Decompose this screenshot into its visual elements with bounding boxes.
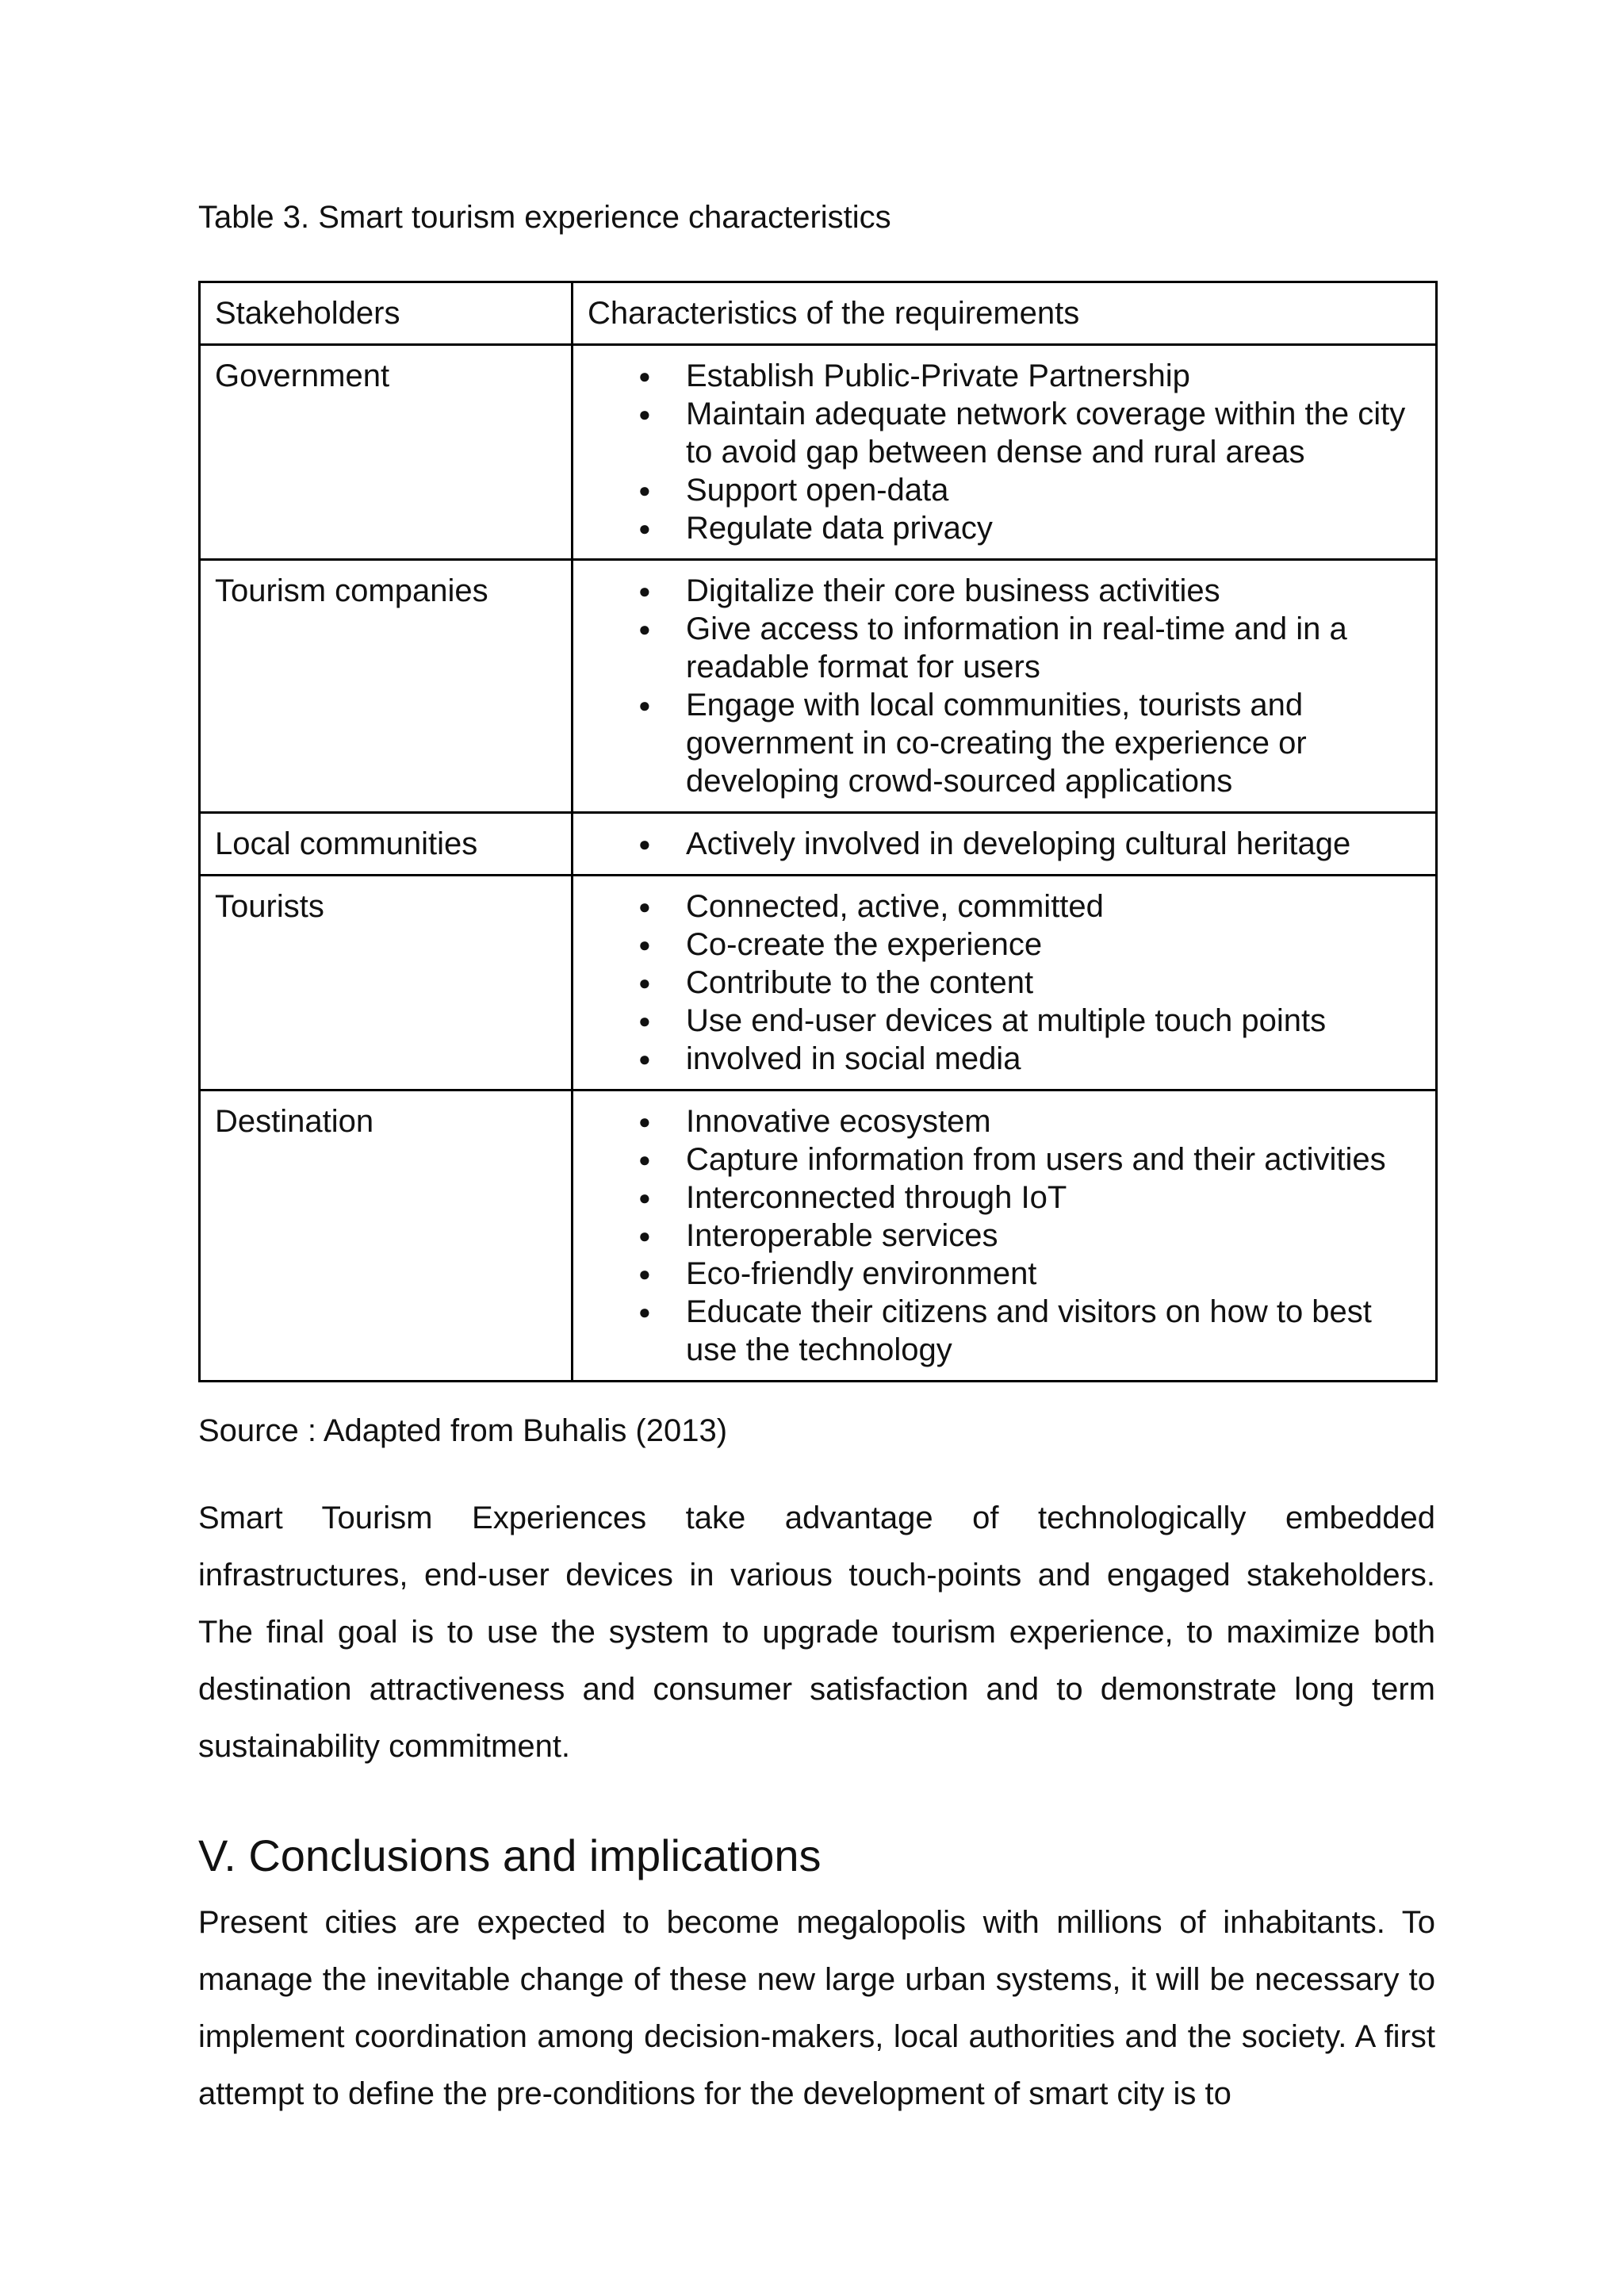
bullet-icon: ● bbox=[638, 1186, 651, 1209]
table-row bbox=[200, 1091, 1437, 1382]
requirements-cell bbox=[573, 1091, 1437, 1382]
bullet-icon: ● bbox=[638, 1224, 651, 1248]
list-item: ● involved in social media bbox=[638, 1041, 1021, 1076]
list-item: ● Contribute to the content bbox=[638, 965, 1034, 1000]
source-note: Source : Adapted from Buhalis (2013) bbox=[198, 1413, 728, 1448]
stakeholder-cell: Local communities bbox=[200, 813, 573, 876]
header-stakeholders: Stakeholders bbox=[200, 282, 573, 345]
list-item: ● Interoperable services bbox=[638, 1218, 998, 1253]
bullet-icon: ● bbox=[638, 1148, 651, 1171]
list-item: ● Maintain adequate network coverage within the city to avoid gap between dense and rural areas bbox=[638, 397, 1406, 470]
table-row bbox=[200, 560, 1437, 813]
table-header-row bbox=[200, 282, 1437, 345]
bullet-icon: ● bbox=[638, 402, 651, 426]
bullet-icon: ● bbox=[638, 516, 651, 540]
bullet-icon: ● bbox=[638, 364, 651, 388]
bullet-icon: ● bbox=[638, 895, 651, 918]
bullet-icon: ● bbox=[638, 832, 651, 856]
characteristics-table bbox=[198, 281, 1438, 1382]
list-item: ● Innovative ecosystem bbox=[638, 1104, 991, 1139]
requirements-list bbox=[573, 876, 1435, 1089]
table-row bbox=[200, 813, 1437, 876]
table-row bbox=[200, 345, 1437, 560]
list-item: ● Actively involved in developing cultural heritage bbox=[638, 826, 1351, 861]
list-item: ● Eco-friendly environment bbox=[638, 1256, 1037, 1291]
body-paragraph: Smart Tourism Experiences take advantage of technologically embedded infrastructures, end-user devices in various touch-points and engaged stakeholders. The final goal is to use the system to upgrade tourism experience, to maximize both destination attractiveness and consumer satisfaction and to demonstrate long term sustainability commitment. bbox=[198, 1501, 1435, 1764]
bullet-icon: ● bbox=[638, 1110, 651, 1133]
stakeholder-cell: Tourism companies bbox=[200, 560, 573, 813]
bullet-icon: ● bbox=[638, 971, 651, 995]
list-item: ● Engage with local communities, tourists and government in co-creating the experience or developing crowd-sourced applications bbox=[638, 688, 1307, 799]
header-characteristics: Characteristics of the requirements bbox=[573, 282, 1437, 345]
body-paragraph: Present cities are expected to become megalopolis with millions of inhabitants. To manage the inevitable change of these new large urban systems, it will be necessary to implement coordination among decision-makers, local authorities and the society. A first attempt to define the pre-conditions for the development of smart city is to bbox=[198, 1905, 1435, 2111]
stakeholder-cell: Tourists bbox=[200, 876, 573, 1091]
list-item: ● Digitalize their core business activities bbox=[638, 573, 1220, 608]
requirements-list bbox=[573, 346, 1435, 558]
bullet-icon: ● bbox=[638, 933, 651, 956]
requirements-cell bbox=[573, 345, 1437, 560]
bullet-icon: ● bbox=[638, 1047, 651, 1071]
requirements-cell bbox=[573, 560, 1437, 813]
requirements-cell bbox=[573, 876, 1437, 1091]
bullet-icon: ● bbox=[638, 1300, 651, 1324]
section-heading: V. Conclusions and implications bbox=[198, 1830, 822, 1880]
list-item: ● Co-create the experience bbox=[638, 927, 1043, 962]
list-item: ● Capture information from users and their activities bbox=[638, 1142, 1386, 1177]
list-item: ● Support open-data bbox=[638, 473, 949, 508]
stakeholder-cell: Government bbox=[200, 345, 573, 560]
list-item: ● Educate their citizens and visitors on how to best use the technology bbox=[638, 1294, 1372, 1367]
bullet-icon: ● bbox=[638, 1262, 651, 1286]
list-item: ● Give access to information in real-time and in a readable format for users bbox=[638, 611, 1347, 684]
requirements-list bbox=[573, 561, 1435, 811]
list-item: ● Regulate data privacy bbox=[638, 511, 993, 546]
list-item: ● Use end-user devices at multiple touch points bbox=[638, 1003, 1327, 1038]
bullet-icon: ● bbox=[638, 579, 651, 603]
list-item: ● Connected, active, committed bbox=[638, 889, 1104, 924]
bullet-icon: ● bbox=[638, 478, 651, 502]
table-row bbox=[200, 876, 1437, 1091]
bullet-icon: ● bbox=[638, 693, 651, 717]
requirements-cell bbox=[573, 813, 1437, 876]
requirements-list bbox=[573, 814, 1435, 874]
requirements-list bbox=[573, 1091, 1435, 1380]
bullet-icon: ● bbox=[638, 1009, 651, 1033]
list-item: ● Interconnected through IoT bbox=[638, 1180, 1067, 1215]
list-item: ● Establish Public-Private Partnership bbox=[638, 358, 1190, 393]
bullet-icon: ● bbox=[638, 617, 651, 641]
table-caption: Table 3. Smart tourism experience characteristics bbox=[198, 200, 891, 235]
stakeholder-cell: Destination bbox=[200, 1091, 573, 1382]
